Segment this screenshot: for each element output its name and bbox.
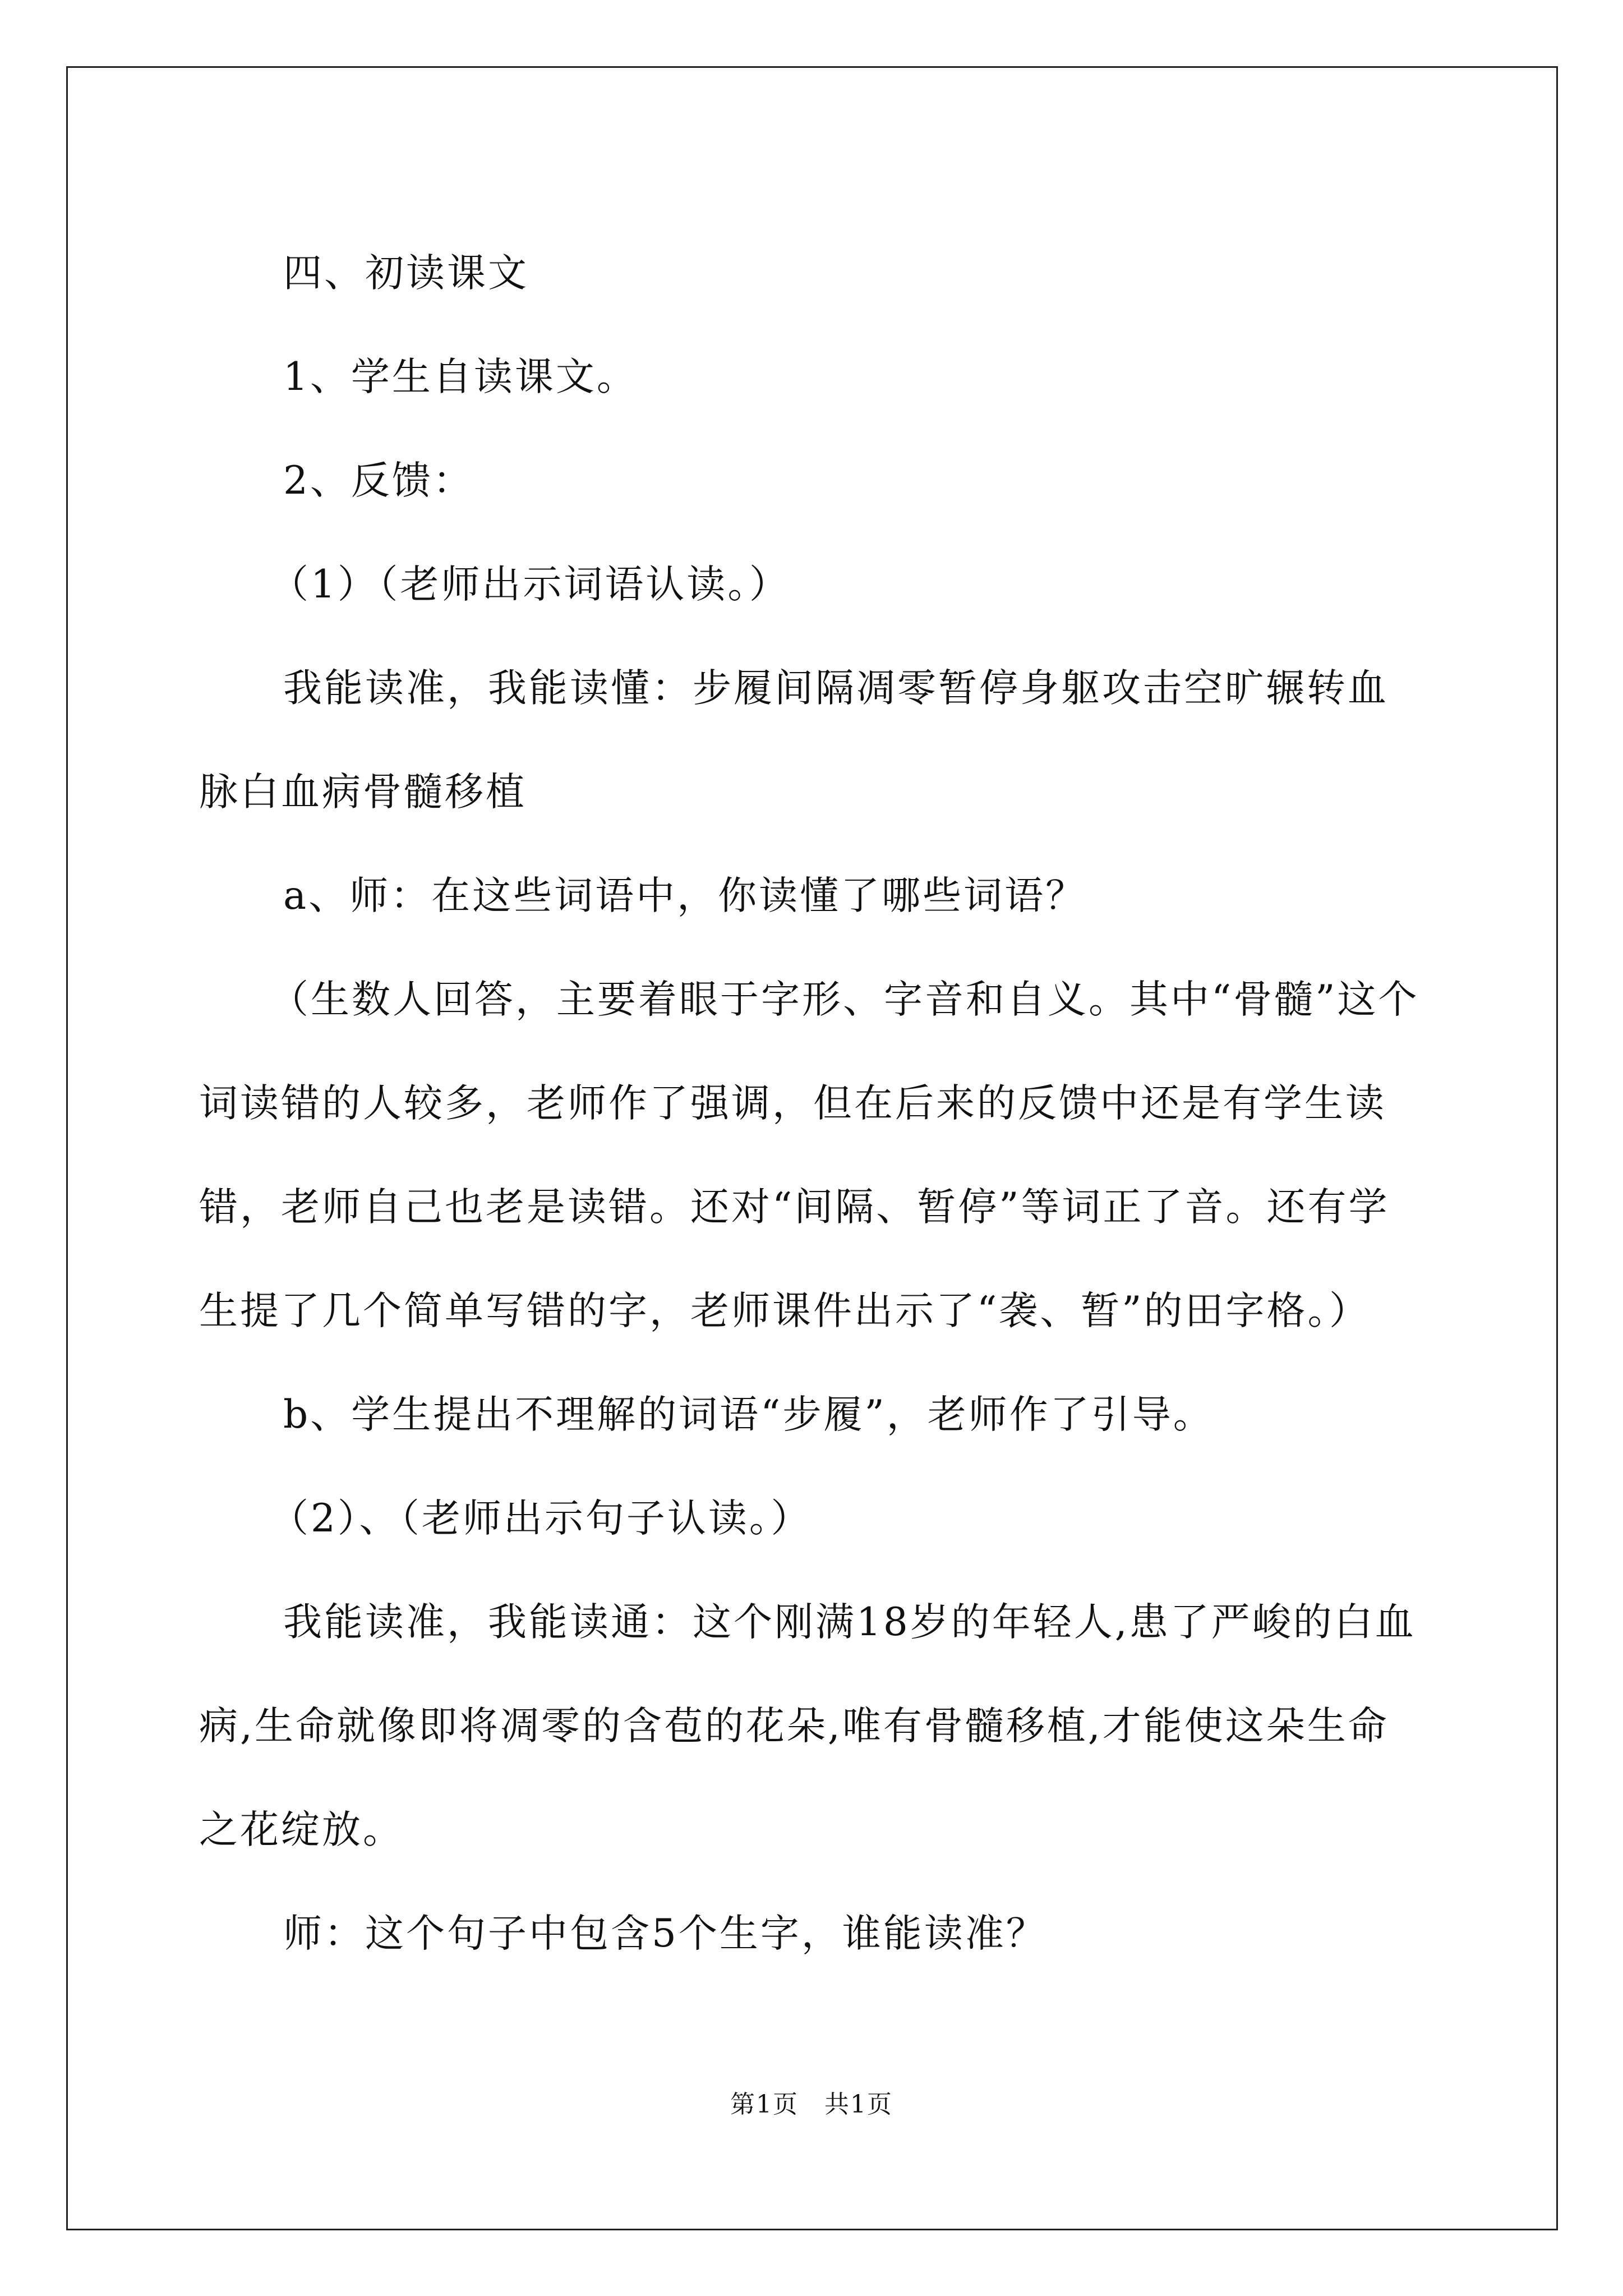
page-footer xyxy=(0,2084,1623,2120)
paragraph: （1）（老师出示词语认读。） xyxy=(270,562,790,607)
paragraph: 师：这个句子中包含5个生字，谁能读准？ xyxy=(283,1911,1047,1956)
paragraph: 2、反馈： xyxy=(283,458,474,503)
section-heading: 四、初读课文 xyxy=(283,251,529,296)
paragraph: （2）、（老师出示句子认读。） xyxy=(270,1496,812,1541)
paragraph: b、学生提出不理解的词语“步履”，老师作了引导。 xyxy=(283,1392,1214,1437)
paragraph: 1、学生自读课文。 xyxy=(283,355,638,399)
paragraph: 我能读准，我能读通：这个刚满18岁的年轻人,患了严峻的白血病,生命就像即将凋零的含苞的花朵,唯有骨髓移植,才能使这朵生命之花绽放。 xyxy=(199,1600,1416,1852)
paragraph: a、师：在这些词语中，你读懂了哪些词语？ xyxy=(283,873,1087,918)
total-pages: 共1页 xyxy=(824,2090,893,2119)
paragraph: 我能读准，我能读懂：步履间隔凋零暂停身躯攻击空旷辗转血脉白血病骨髓移植 xyxy=(199,666,1389,815)
paragraph: （生数人回答，主要着眼于字形、字音和自义。其中“骨髓”这个词读错的人较多，老师作了强调，但在后来的反馈中还是有学生读错，老师自己也老是读错。还对“间隔、暂停”等词正了音。还有学生提了几个简单写错的字，老师课件出示了“袭、暂”的田字格。） xyxy=(199,977,1419,1333)
page-number: 第1页 xyxy=(730,2090,799,2119)
document-body xyxy=(199,222,1427,1986)
